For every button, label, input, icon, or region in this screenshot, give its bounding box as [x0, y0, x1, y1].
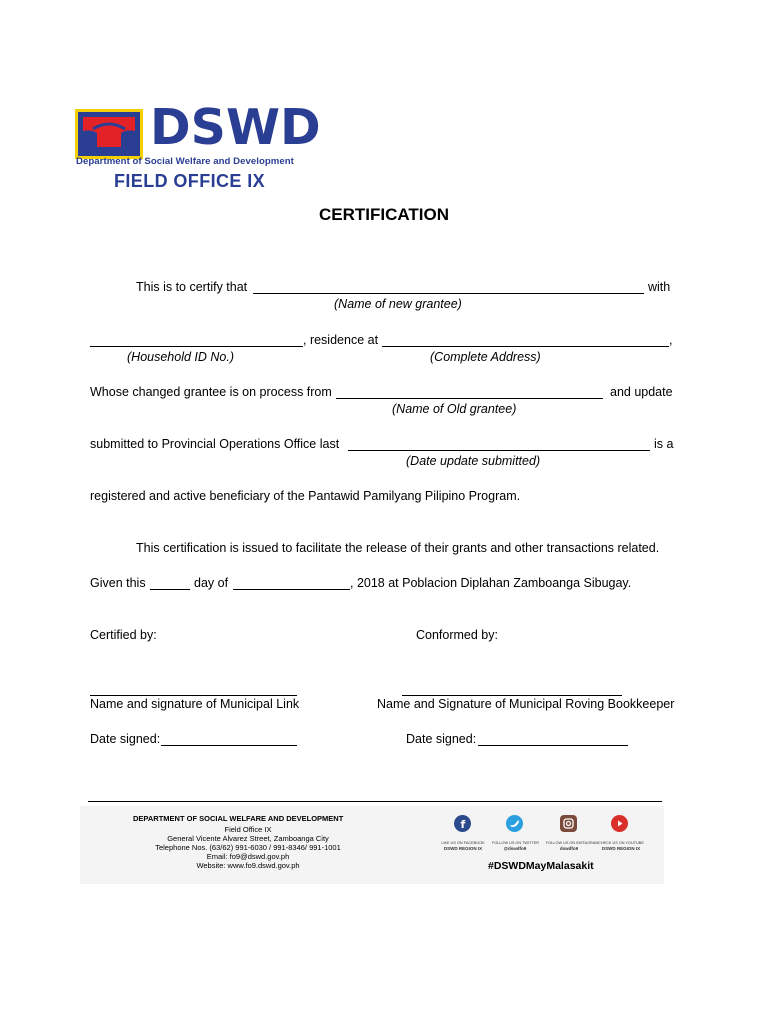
- footer-office: Field Office IX: [224, 825, 272, 834]
- old-grantee-blank[interactable]: [336, 386, 603, 399]
- footer-street: General Vicente Alvarez Street, Zamboanga City: [167, 834, 329, 843]
- left-date-label: Date signed:: [90, 732, 161, 746]
- field-office-label: FIELD OFFICE IX: [114, 171, 266, 191]
- left-date-blank[interactable]: [161, 733, 297, 746]
- conformed-by-label: Conformed by:: [416, 628, 498, 642]
- instagram-caption: FOLLOW US ON INSTAGRAM dswdfo9: [546, 841, 599, 851]
- footer-website: Website: www.fo9.dswd.gov.ph: [196, 861, 300, 870]
- line6: This certification is issued to facilitate the release of their grants and other transactions related.: [136, 541, 660, 555]
- footer-hashtag: #DSWDMayMalasakit: [488, 860, 594, 872]
- day-blank[interactable]: [150, 577, 190, 590]
- twitter-icon[interactable]: [506, 815, 523, 832]
- line1-suffix: with: [648, 280, 671, 294]
- line2-end: ,: [669, 333, 673, 347]
- line3-suffix: and update: [610, 385, 673, 399]
- svg-text:f: f: [460, 818, 466, 831]
- address-blank[interactable]: [382, 334, 669, 347]
- dswd-logo-icon: [75, 109, 143, 159]
- month-blank[interactable]: [233, 577, 350, 590]
- date-update-blank[interactable]: [348, 438, 650, 451]
- footer-telephone: Telephone Nos. (63/62) 991-6030 / 991-8346/ 991-1001: [155, 843, 341, 852]
- line3-prefix: Whose changed grantee is on process from: [90, 385, 332, 399]
- caption-household: (Household ID No.): [127, 350, 234, 364]
- line4-suffix: is a: [654, 437, 674, 451]
- youtube-icon[interactable]: [611, 815, 628, 832]
- line7-suffix: , 2018 at Poblacion Diplahan Zamboanga Sibugay.: [350, 576, 632, 590]
- new-grantee-blank[interactable]: [253, 281, 644, 294]
- youtube-caption: CHECK US ON YOUTUBE DSWD REGION IX: [598, 841, 644, 851]
- certified-by-label: Certified by:: [90, 628, 157, 642]
- right-signatory-label: Name and Signature of Municipal Roving Bookkeeper: [377, 697, 675, 711]
- caption-old-grantee: (Name of Old grantee): [392, 402, 517, 416]
- right-signature-line[interactable]: [402, 683, 622, 696]
- line1-prefix: This is to certify that: [136, 280, 248, 294]
- caption-date-update: (Date update submitted): [406, 454, 541, 468]
- footer-divider: [88, 801, 662, 802]
- household-id-blank[interactable]: [90, 334, 303, 347]
- line7-prefix: Given this: [90, 576, 146, 590]
- left-signature-line[interactable]: [90, 683, 297, 696]
- logo-subtitle: Department of Social Welfare and Development: [76, 156, 294, 167]
- left-signatory-label: Name and signature of Municipal Link: [90, 697, 300, 711]
- footer-email: Email: fo9@dswd.gov.ph: [206, 852, 290, 861]
- footer-org: DEPARTMENT OF SOCIAL WELFARE AND DEVELOPMENT: [133, 814, 344, 823]
- line2-mid: , residence at: [303, 333, 379, 347]
- line4-prefix: submitted to Provincial Operations Office last: [90, 437, 340, 451]
- right-date-blank[interactable]: [478, 733, 628, 746]
- right-date-label: Date signed:: [406, 732, 477, 746]
- twitter-caption: FOLLOW US ON TWITTER @dswdfo9: [492, 841, 539, 851]
- instagram-icon[interactable]: [560, 815, 577, 832]
- page-title: CERTIFICATION: [318, 205, 449, 224]
- logo-wordmark: DSWD: [150, 99, 321, 156]
- line5: registered and active beneficiary of the Pantawid Pamilyang Pilipino Program.: [90, 489, 521, 503]
- facebook-caption: LIKE US ON FACEBOOK DSWD REGION IX: [441, 841, 485, 851]
- caption-new-grantee: (Name of new grantee): [334, 297, 462, 311]
- line7-mid: day of: [194, 576, 229, 590]
- facebook-icon[interactable]: [454, 815, 471, 832]
- caption-address: (Complete Address): [430, 350, 541, 364]
